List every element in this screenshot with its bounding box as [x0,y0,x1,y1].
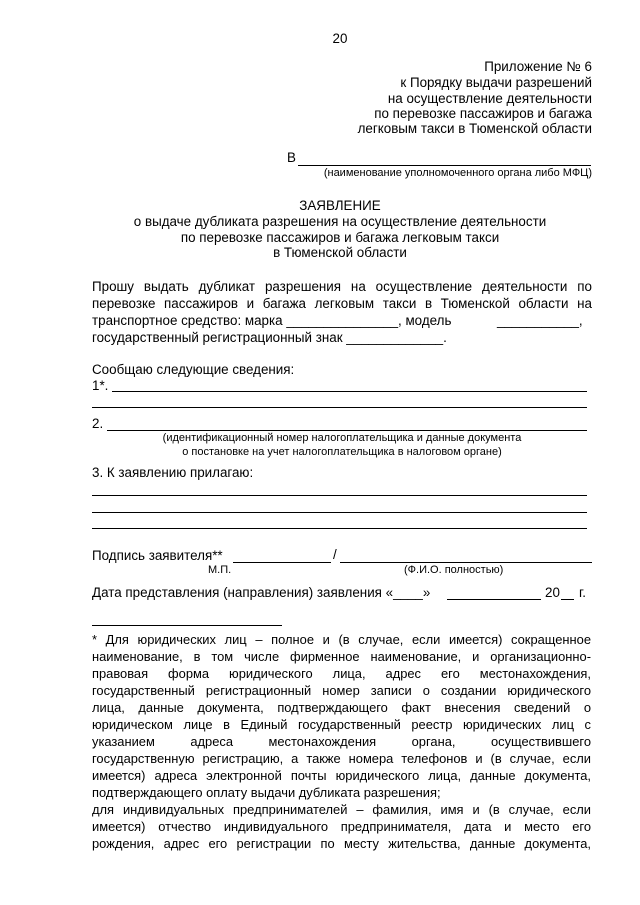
item2-caption: (идентификационный номер налогоплательщика и данные документа [162,432,522,444]
item3-label: 3. К заявлению прилагаю: [92,465,254,480]
footnote-line: наименование, в том числе фирменное наименование, и организационно- [92,649,591,664]
item1-field-line-2[interactable] [92,407,587,408]
footnote-line: правовая форма юридического лица, адрес его местонахождения, [92,666,591,681]
title-line: по перевозке пассажиров и багажа легковым такси [180,230,500,245]
request-line: перевозке пассажиров и багажа легковым такси в Тюменской области на [92,296,592,311]
stamp-label: М.П. [208,564,232,576]
date-year-suffix: г. [579,585,586,600]
addressee-field-line[interactable] [298,165,591,166]
attachments-line[interactable] [92,512,587,513]
item2-label: 2. [92,416,104,431]
signature-label: Подпись заявителя** [92,548,223,563]
footnote-line: лица, данные документа, подтверждающего факт внесения сведений о [92,700,591,715]
vehicle-model-blank: ___________, [497,313,583,328]
item1-field-line[interactable] [112,391,587,392]
fullname-field-line[interactable] [340,562,592,563]
footnote-line: * Для юридических лиц – полное и (в случае, если имеется) сокращенное [92,632,591,647]
addressee-caption: (наименование уполномоченного органа либо МФЦ) [323,167,592,179]
footnote-line: государственную регистрацию, а также номера телефонов и (в случае, если [92,751,591,766]
page-number: 20 [332,31,348,46]
title-line: о выдаче дубликата разрешения на осуществление деятельности [133,214,547,229]
vehicle-make-model: транспортное средство: марка _______________, модель [92,313,452,328]
attachments-line[interactable] [92,528,587,529]
item1-label: 1*. [92,378,109,393]
info-intro: Сообщаю следующие сведения: [92,362,295,377]
appendix-line: к Порядку выдачи разрешений [400,75,592,90]
title-line: в Тюменской области [273,245,407,260]
item2-caption: о постановке на учет налогоплательщика в налоговом органе) [182,446,502,458]
footnote-separator [92,625,282,626]
addressee-prefix: В [287,150,296,165]
fullname-caption: (Ф.И.О. полностью) [404,564,504,576]
date-month-line[interactable] [447,599,541,600]
footnote-line: для индивидуальных предпринимателей – фамилия, имя и (в случае, если [92,802,591,817]
signature-slash: / [333,547,337,562]
date-label: Дата представления (направления) заявления «____» [92,585,431,600]
request-line: Прошу выдать дубликат разрешения на осуществление деятельности по [92,279,592,294]
footnote-line: подтверждающего оплату выдачи дубликата разрешения; [92,785,441,800]
attachments-line[interactable] [92,495,587,496]
footnote-line: указанием адреса местонахождения органа, осуществившего [92,734,591,749]
appendix-line: на осуществление деятельности [387,91,592,106]
document-heading: ЗАЯВЛЕНИЕ [299,198,381,213]
footnote-line: имеется) отчество индивидуального предпринимателя, дата и место его [92,819,591,834]
date-year-prefix: 20 [545,585,560,600]
appendix-line: легковым такси в Тюменской области [357,121,592,136]
item2-field-line[interactable] [107,430,587,431]
footnote-line: государственный регистрационный номер записи о создании юридического [92,683,591,698]
footnote-line: имеется) адреса электронной почты юридического лица, данные документа, [92,768,591,783]
date-year-line[interactable] [561,599,574,600]
appendix-line: по перевозке пассажиров и багажа [374,106,592,121]
footnote-line: юридическом лице в Единый государственный реестр юридических лиц с [92,717,591,732]
signature-field-line[interactable] [233,562,331,563]
footnote-line: рождения, адрес его регистрации по месту жительства, данные документа, [92,836,591,851]
registration-plate-line: государственный регистрационный знак _____________. [92,330,447,345]
appendix-line: Приложение № 6 [484,59,592,74]
